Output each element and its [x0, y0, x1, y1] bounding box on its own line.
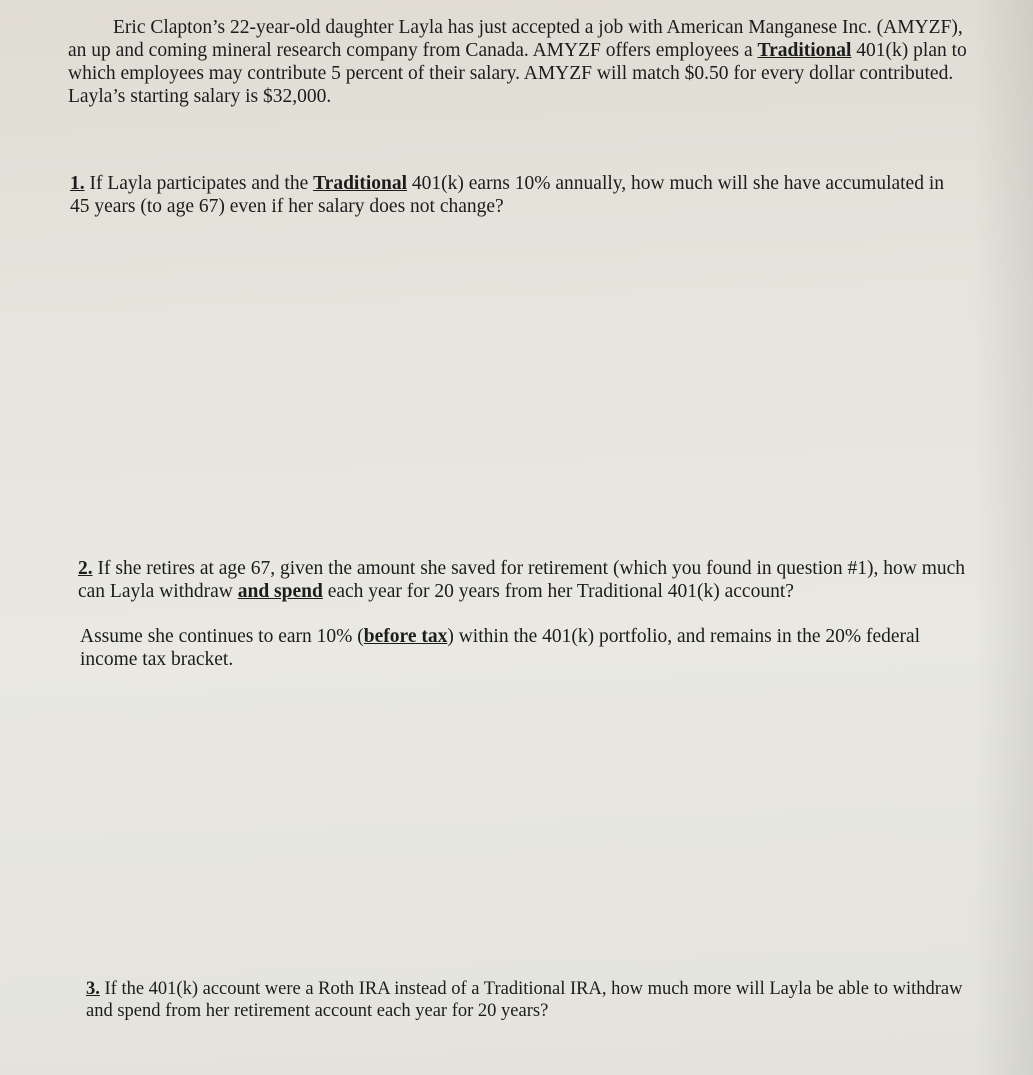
question-1-plan-type: Traditional: [313, 173, 408, 194]
question-3-number: 3.: [86, 979, 100, 999]
question-2-text-1: If she retires at age 67, given the amount she saved for retirement (which you found in question #1), how much can Layla withdraw: [78, 558, 966, 602]
question-3: [86, 978, 986, 1022]
question-1-text-2: 401(k) earns 10% annually, how much will she have accumulated in 45 years (to age 67) even if her salary does not change?: [70, 173, 945, 217]
question-2-note-2: ) within the 401(k) portfolio, and remains in the 20% federal income tax bracket.: [80, 626, 921, 670]
question-3-text: If the 401(k) account were a Roth IRA instead of a Traditional IRA, how much more will Layla be able to withdraw and spend from her retirement account each year for 20 years?: [86, 979, 963, 1021]
intro-plan-type: Traditional: [757, 40, 852, 61]
question-2: [78, 557, 978, 603]
question-2-note-1: Assume she continues to earn 10% (: [80, 626, 364, 647]
page-shadow: [973, 0, 1033, 1075]
question-2-emphasis: and spend: [237, 581, 323, 602]
intro-text-2: 401(k) plan to which employees may contribute 5 percent of their salary. AMYZF will match $0.50 for every dollar contributed. Layla’s starting salary is $32,000.: [68, 40, 967, 107]
question-2-number: 2.: [78, 558, 93, 579]
question-1: [70, 172, 950, 218]
question-2-text-2: each year for 20 years from her Traditional 401(k) account?: [322, 581, 794, 602]
intro-text-1: Eric Clapton’s 22-year-old daughter Layla has just accepted a job with American Manganese Inc. (AMYZF), an up and coming mineral research company from Canada. AMYZF offers employees a: [68, 17, 963, 61]
question-2-note-emphasis: before tax: [363, 626, 448, 647]
question-1-number: 1.: [70, 173, 85, 194]
question-1-text-1: If Layla participates and the: [84, 173, 314, 194]
intro-paragraph: [68, 16, 968, 108]
question-2-assumption: [80, 625, 960, 671]
